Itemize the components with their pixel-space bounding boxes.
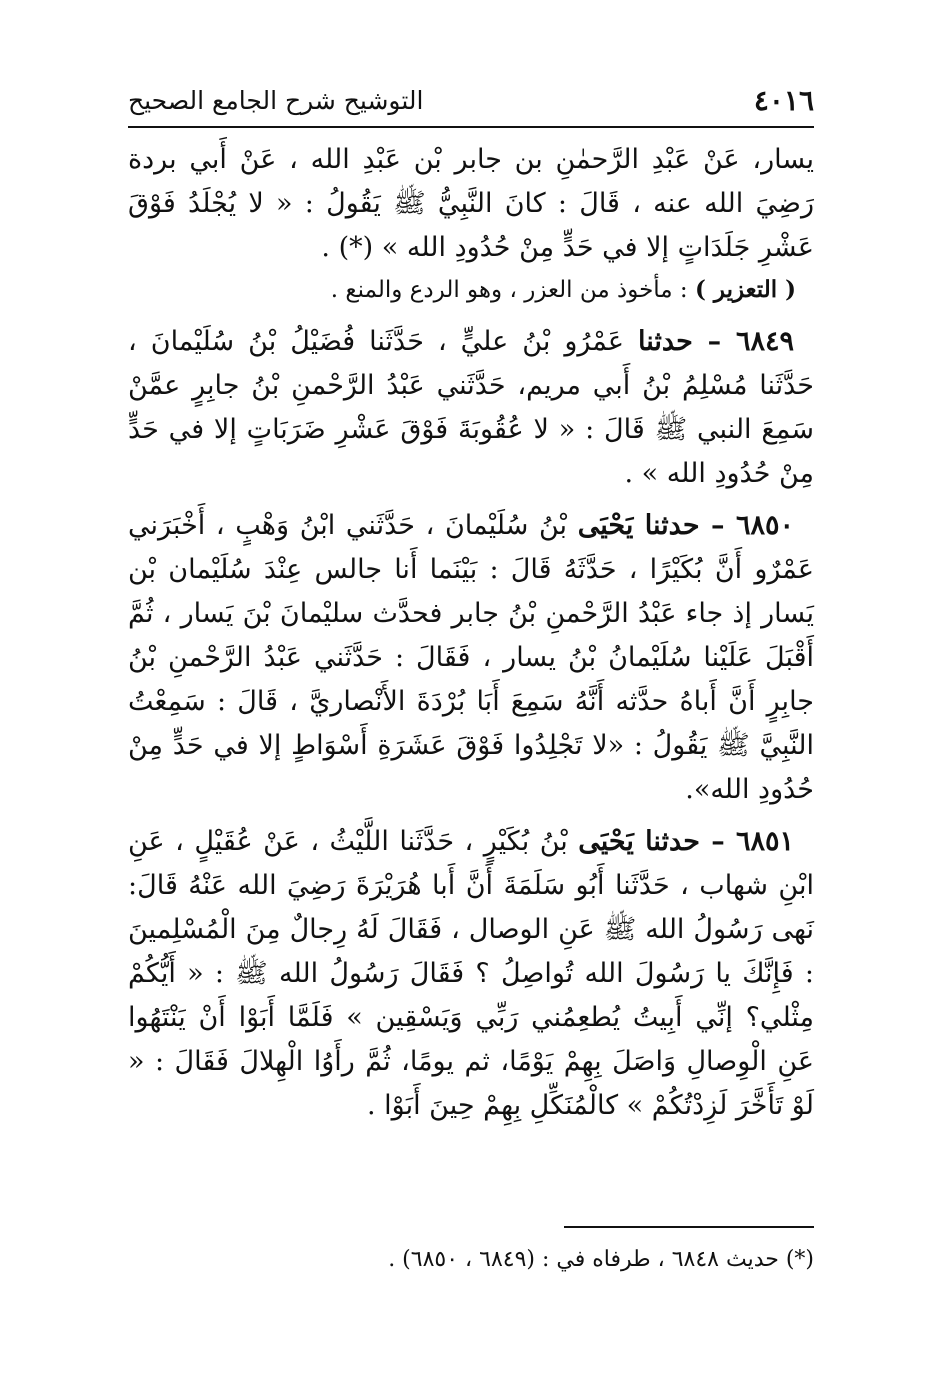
hadith-6849: [128, 320, 814, 496]
page-number: ٤٠١٦: [753, 84, 814, 117]
note-term: ( التعزير ): [695, 276, 796, 303]
hadith-text: بْنُ بُكَيْرٍ ، حَدَّثَنا اللَّيْثُ ، عَنْ عُقَيْلٍ ، عَنِ ابْنِ شهاب ، حَدَّثَنا أَبُو سَلَمَةَ أَنَّ أَبا هُرَيْرَةَ رَضِيَ الله عَنْهُ قَالَ: نَهى رَسُولُ الله ﷺ عَنِ الوصال ، فَقَالَ لَهُ رِجالٌ مِنَ الْمُسْلِمينَ : فَإِنَّكَ يا رَسُولَ الله تُواصِلُ ؟ فَقَالَ رَسُولُ الله ﷺ : « أَيُّكُمْ مِثْلي؟ إنِّي أَبِيتُ يُطعِمُني رَبِّي وَيَسْقِين » فَلَمَّا أَبَوْا أَنْ يَنْتَهُوا عَنِ الْوِصالِ وَاصَلَ بِهِمْ يَوْمًا، ثم يومًا، ثُمَّ رأَوُا الْهِلالَ فَقَالَ : « لَوْ تَأَخَّرَ لَزِدْتُكُمْ » كالْمُنَكِّلِ بِهِمْ حِينَ أَبَوْا .: [128, 826, 814, 1121]
note-text: : مأخوذ من العزر ، وهو الردع والمنع .: [330, 277, 695, 303]
continuation-paragraph: يسار، عَنْ عَبْدِ الرَّحمٰنِ بن جابر بْن عَبْدِ الله ، عَنْ أَبي بردة رَضِيَ الله عنه ، قَالَ : كانَ النَّبِيُّ ﷺ يَقُولُ : « لا يُجْلَدُ فَوْقَ عَشْرِ جَلَدَاتٍ إلا في حَدٍّ مِنْ حُدُودِ الله » (*) .: [128, 144, 814, 263]
hadith-text: عَمْرُو بْنُ عليٍّ ، حَدَّثَنا فُضَيْلُ بْنُ سُلَيْمانَ ، حَدَّثَنا مُسْلِمُ بْنُ أَبي مريم، حَدَّثَني عَبْدُ الرَّحْمنِ بْنُ جابِرٍ عمَّنْ سَمِعَ النبي ﷺ قَالَ : « لا عُقُوبَةَ فَوْقَ عَشْرِ ضَرَبَاتٍ إلا في حَدٍّ مِنْ حُدُودِ الله » .: [128, 326, 814, 489]
running-header: [128, 84, 814, 128]
explanatory-note: [128, 270, 814, 310]
hadith-6850: [128, 504, 814, 812]
hadith-6851: [128, 820, 814, 1128]
main-text: [128, 138, 814, 1128]
hadith-number: ٦٨٥٠: [736, 510, 795, 541]
hadith-number: ٦٨٤٩: [735, 326, 794, 357]
footnote-divider: [564, 1226, 814, 1228]
hadith-text: بْنُ سُلَيْمانَ ، حَدَّثَني ابْنُ وَهْبٍ ، أَخْبَرَني عَمْرٌو أَنَّ بُكَيْرًا ، حَدَّثَهُ قَالَ : بَيْنَما أَنا جالس عِنْدَ سُلَيْمان بْن يَسار إذ جاء عَبْدُ الرَّحْمنِ بْنُ جابر فحدَّث سليْمانَ بْنَ يَسار ، ثُمَّ أَقْبَلَ عَلَيْنا سُلَيْمانُ بْنُ يسار ، فَقَالَ : حَدَّثَني عَبْدُ الرَّحْمنِ بْنُ جابِرٍ أَنَّ أَباهُ حدَّثه أَنَّهُ سَمِعَ أَبَا بُرْدَةَ الأَنْصاريَّ ، قَالَ : سَمِعْتُ النَّبِيَّ ﷺ يَقُولُ : «لا تَجْلِدُوا فَوْقَ عَشَرَةِ أَسْوَاطٍ إلا في حَدٍّ مِنْ حُدُودِ الله».: [128, 510, 814, 805]
hadith-number: ٦٨٥١: [736, 826, 795, 857]
hadith-lead: – حدثنا يَحْيَى: [578, 826, 736, 857]
hadith-lead: – حدثنا: [638, 326, 736, 357]
hadith-lead: – حدثنا يَحْيَى: [577, 510, 736, 541]
book-title: التوشيح شرح الجامع الصحيح: [128, 86, 424, 115]
footnote: (*) حديث ٦٨٤٨ ، طرفاه في : (٦٨٤٩ ، ٦٨٥٠) .: [388, 1247, 814, 1272]
